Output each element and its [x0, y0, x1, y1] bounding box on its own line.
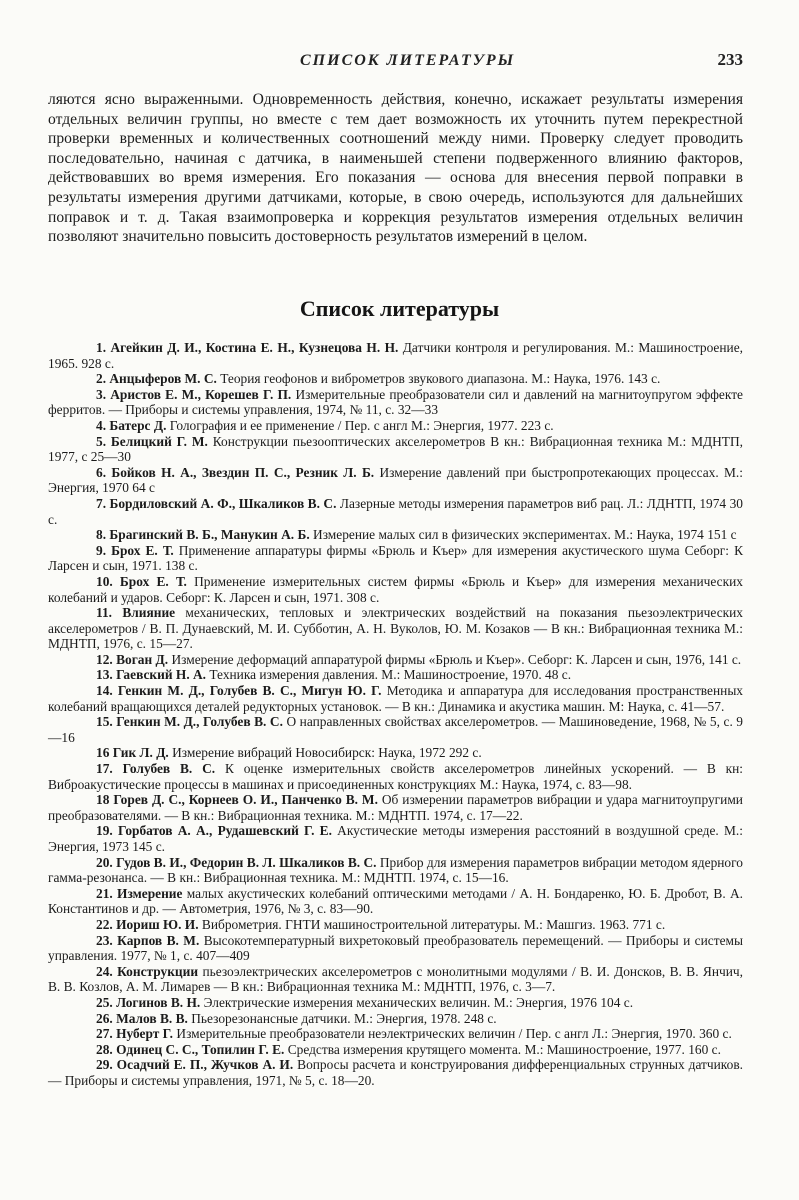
reference-entry [48, 371, 743, 387]
reference-entry [48, 855, 743, 886]
reference-text: Акустические методы измерения расстояний в воздушной среде. М.: Энергия, 1973 145 с. [48, 823, 743, 854]
reference-authors: 11. Влияние [96, 605, 176, 621]
reference-authors: 14. Генкин М. Д., Голубев В. С., Мигун Ю. Г. [96, 683, 382, 699]
reference-authors: 21. Измерение [96, 885, 183, 901]
reference-text: Голография и ее применение / Пер. с англ М.: Энергия, 1977. 223 с. [166, 417, 554, 433]
reference-text: Методика и аппаратура для исследования пространственных колебаний вращающихся деталей редукторных установок. — В кн.: Динамика и акустика машин. М: Наука, с. 41—57. [48, 683, 744, 714]
page-number: 233 [717, 50, 743, 69]
reference-text: Измерение давлений при быстропротекающих процессах. М.: Энергия, 1970 64 с [48, 464, 743, 496]
reference-entry [48, 605, 743, 652]
reference-authors: 5. Белицкий Г. М. [96, 433, 208, 449]
reference-authors: 10. Брох Е. Т. [96, 573, 187, 589]
reference-authors: 9. Брох Е. Т. [96, 542, 174, 558]
reference-entry [48, 933, 743, 964]
reference-entry [48, 917, 743, 933]
reference-text: Измерительные преобразователи неэлектрических величин / Пер. с англ Л.: Энергия, 1970. 360 с. [173, 1026, 732, 1042]
reference-text: пьезоэлектрических акселерометров с монолитными модулями / В. И. Донсков, В. В. Янчич, В. В. Козлов, А. М. Лимарев — В кн.: Вибрационная техника М.: МДНТП, 1976, с. 3—7. [48, 963, 743, 995]
reference-text: Применение измерительных систем фирмы «Брюль и Къер» для измерения механических колебаний и ударов. Себорг: К. Ларсен и сын, 1971. 308 с. [48, 573, 743, 605]
reference-authors: 13. Гаевский Н. А. [96, 667, 207, 683]
reference-authors: 23. Карпов В. М. [96, 932, 200, 948]
reference-authors: 29. Осадчий Е. П., Жучков А. И. [96, 1057, 294, 1073]
reference-authors: 22. Иориш Ю. И. [96, 916, 199, 932]
reference-text: Виброметрия. ГНТИ машиностроительной литературы. М.: Машгиз. 1963. 771 с. [198, 916, 666, 932]
reference-text: Измерительные преобразователи сил и давлений на магнитоупругом эффекте ферритов. — Приборы и системы управления, 1974, № 11, с. 32—33 [48, 386, 743, 418]
reference-entry [48, 761, 743, 792]
reference-authors: 12. Воган Д. [96, 651, 169, 667]
reference-list [48, 340, 743, 1089]
reference-text: Техника измерения давления. М.: Машиностроение, 1970. 48 с. [206, 667, 572, 683]
reference-entry [48, 1042, 743, 1058]
reference-entry [48, 886, 743, 917]
reference-entry [48, 683, 743, 714]
reference-text: Теория геофонов и виброметров звукового диапазона. М.: Наука, 1976. 143 с. [216, 371, 661, 387]
reference-entry [48, 964, 743, 995]
reference-text: К оценке измерительных свойств акселерометров линейных ускорений. — В кн: Виброакустические процессы в машинах и присоединенных конструкциях М.: Наука, 1974, с. 83—98. [48, 761, 743, 792]
reference-text: механических, тепловых и электрических воздействий на показания пьезоэлектрических акселерометров / В. П. Дунаевский, М. И. Субботин, А. Н. Вуколов, Ю. М. Козаков — В кн.: Вибрационная техника М.: МДНТП, 1976, с. 15—27. [48, 605, 744, 652]
reference-text: Вопросы расчета и конструирования дифференциальных струнных датчиков. — Приборы и системы управления, 1971, № 5, с. 18—20. [48, 1057, 743, 1088]
reference-entry [48, 745, 743, 761]
reference-entry [48, 823, 743, 854]
reference-authors: 20. Гудов В. И., Федорин В. Л. Шкаликов В. С. [96, 854, 377, 870]
reference-text: малых акустических колебаний оптическими методами / А. Н. Бондаренко, Ю. Б. Дробот, В. А. Константинов и др. — Автометрия, 1976, № 3, с. 83—90. [48, 885, 743, 917]
reference-entry [48, 434, 743, 465]
reference-text: Конструкции пьезооптических акселерометров В кн.: Вибрационная техника М.: МДНТП, 1977, с 25—30 [48, 433, 743, 465]
reference-text: О направленных свойствах акселерометров. — Машиноведение, 1968, № 5, с. 9—16 [48, 714, 744, 745]
reference-authors: 2. Анцыферов М. С. [96, 371, 217, 387]
reference-text: Применение аппаратуры фирмы «Брюль и Къер» для измерения акустического шума Себорг: К Ларсен и сын, 1971. 138 с. [48, 542, 743, 574]
reference-entry [48, 1057, 743, 1088]
reference-text: Измерение малых сил в физических экспериментах. М.: Наука, 1974 151 с [309, 527, 737, 543]
reference-text: Измерение вибраций Новосибирск: Наука, 1972 292 с. [168, 745, 482, 761]
reference-entry [48, 792, 743, 823]
reference-authors: 18 Горев Д. С., Корнеев О. И., Панченко В. М. [96, 792, 378, 808]
reference-text: Прибор для измерения параметров вибрации методом ядерного гамма-резонанса. — В кн.: Вибрационная техника. М.: МДНТП. 1974, с. 15—16. [48, 854, 743, 886]
reference-authors: 16 Гик Л. Д. [96, 745, 169, 761]
reference-text: Об измерении параметров вибрации и удара магнитоупругими преобразователями. — В кн.: Вибрационная техника. М.: МДНТП. 1974, с. 17—22. [48, 792, 743, 823]
reference-entry [48, 1026, 743, 1042]
reference-entry [48, 340, 743, 371]
reference-entry [48, 714, 743, 745]
reference-entry [48, 496, 743, 527]
reference-authors: 7. Бордиловский А. Ф., Шкаликов В. С. [96, 495, 337, 511]
reference-authors: 1. Агейкин Д. И., Костина Е. Н., Кузнецова Н. Н. [96, 340, 399, 355]
reference-entry [48, 465, 743, 496]
reference-authors: 4. Батерс Д. [96, 417, 167, 433]
reference-authors: 8. Брагинский В. Б., Манукин А. Б. [96, 527, 310, 543]
reference-entry [48, 574, 743, 605]
reference-text: Измерение деформаций аппаратурой фирмы «Брюль и Къер». Себорг: К. Ларсен и сын, 1976, 141 с. [168, 651, 742, 667]
reference-authors: 27. Нуберт Г. [96, 1026, 174, 1042]
reference-entry [48, 1011, 743, 1027]
reference-authors: 25. Логинов В. Н. [96, 994, 201, 1010]
reference-entry [48, 418, 743, 434]
reference-text: Электрические измерения механических величин. М.: Энергия, 1976 104 с. [200, 994, 634, 1010]
reference-authors: 6. Бойков Н. А., Звездин П. С., Резник Л. Б. [96, 464, 375, 480]
section-title: Список литературы [299, 296, 500, 321]
reference-text: Пьезорезонансные датчики. М.: Энергия, 1978. 248 с. [187, 1010, 497, 1026]
reference-authors: 3. Аристов Е. М., Корешев Г. П. [96, 386, 292, 402]
reference-authors: 15. Генкин М. Д., Голубев В. С. [96, 714, 283, 730]
running-title: СПИСОК ЛИТЕРАТУРЫ [300, 52, 516, 69]
reference-text: Средства измерения крутящего момента. М.: Машиностроение, 1977. 160 с. [284, 1041, 721, 1057]
reference-entry [48, 527, 743, 543]
running-head [0, 50, 799, 74]
intro-paragraph: ляются ясно выраженными. Одновременность действия, конечно, искажает результаты измерения отдельных величин группы, но вместе с тем дает возможность их уточнить путем перекрестной проверки временных и количественных соотношений между ними. Проверку следует проводить последовательно, начиная с датчика, в наименьшей степени подверженного влиянию факторов, действовавших во время измерения. Его показания — основа для внесения первой поправки в результаты измерения другими датчиками, которые, в свою очередь, используются для дальнейших поправок и т. д. Такая взаимопроверка и коррекция результатов измерения отдельных величин позволяют значительно повысить достоверность результатов измерений в целом. [48, 91, 743, 246]
reference-text: Высокотемпературный вихретоковый преобразователь перемещений. — Приборы и системы управления. 1977, № 1, с. 407—409 [48, 932, 744, 964]
reference-authors: 17. Голубев В. С. [96, 761, 216, 777]
reference-text: Датчики контроля и регулирования. М.: Машиностроение, 1965. 928 с. [48, 340, 744, 371]
reference-authors: 24. Конструкции [96, 963, 199, 979]
reference-authors: 26. Малов В. В. [96, 1010, 188, 1026]
reference-text: Лазерные методы измерения параметров виб рац. Л.: ЛДНТП, 1974 30 с. [48, 495, 743, 527]
reference-entry [48, 995, 743, 1011]
reference-entry [48, 387, 743, 418]
reference-entry [48, 667, 743, 683]
reference-authors: 28. Одинец С. С., Топилин Г. Е. [96, 1041, 285, 1057]
reference-entry [48, 652, 743, 668]
intro-text [48, 90, 743, 247]
reference-authors: 19. Горбатов А. А., Рудашевский Г. Е. [96, 823, 332, 839]
reference-entry [48, 543, 743, 574]
